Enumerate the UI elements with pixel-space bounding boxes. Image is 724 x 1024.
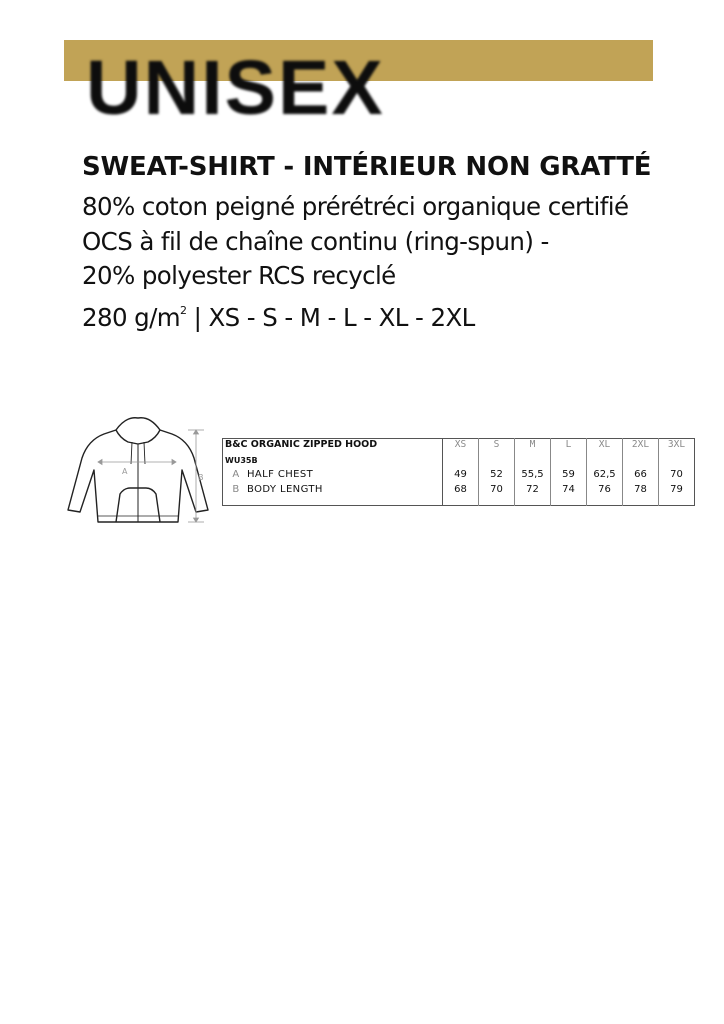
table-cell: 70 (670, 468, 683, 480)
table-cell: 72 (515, 482, 551, 497)
composition-line: OCS à fil de chaîne continu (ring-spun) - (82, 226, 549, 256)
model-code-row (223, 454, 695, 466)
row-letter: A (232, 468, 240, 480)
hoodie-diagram-icon (64, 412, 214, 528)
size-header: 3XL (667, 439, 686, 450)
fabric-weight: 280 g/m (82, 302, 181, 332)
table-cell: 76 (587, 482, 623, 497)
brand-title: UNISEX (86, 45, 385, 131)
size-range: | XS - S - M - L - XL - 2XL (193, 302, 475, 332)
table-row (223, 482, 695, 497)
product-description (82, 190, 682, 335)
size-header: S (479, 439, 515, 455)
size-header: L (551, 439, 587, 455)
table-cell: 74 (551, 482, 587, 497)
table-cell: 78 (623, 482, 659, 497)
model-code: WU35B (223, 454, 443, 466)
size-header-row (223, 439, 695, 455)
weight-sizes-line (82, 294, 682, 336)
size-header: M (515, 439, 551, 455)
product-headline: SWEAT-SHIRT - INTÉRIEUR NON GRATTÉ (82, 152, 652, 182)
size-table (222, 438, 695, 506)
table-cell: 55,5 (515, 467, 551, 482)
table-cell: 52 (479, 467, 515, 482)
size-header: XS (443, 439, 479, 455)
table-cell: 49 (443, 467, 479, 482)
table-cell: 70 (479, 482, 515, 497)
table-cell: 59 (551, 467, 587, 482)
fabric-weight-superscript: 2 (180, 303, 187, 317)
row-label (223, 482, 443, 497)
size-header: XL (587, 439, 623, 455)
table-cell: 66 (623, 467, 659, 482)
row-label-text: BODY LENGTH (247, 483, 323, 495)
row-label-text: HALF CHEST (247, 468, 314, 480)
diagram-label-b: B (198, 473, 204, 482)
size-header: 2XL (623, 439, 659, 455)
composition-line: 20% polyester RCS recyclé (82, 261, 396, 290)
row-letter: B (232, 483, 240, 495)
table-cell: 79 (670, 483, 683, 495)
table-row (223, 467, 695, 482)
table-cell: 68 (443, 482, 479, 497)
size-chart (64, 412, 686, 532)
diagram-label-a: A (122, 467, 128, 476)
row-label (223, 467, 443, 482)
model-name: B&C ORGANIC ZIPPED HOOD (223, 439, 443, 455)
composition-line: 80% coton peigné prérétréci organique certifié (82, 192, 629, 221)
table-cell: 62,5 (587, 467, 623, 482)
